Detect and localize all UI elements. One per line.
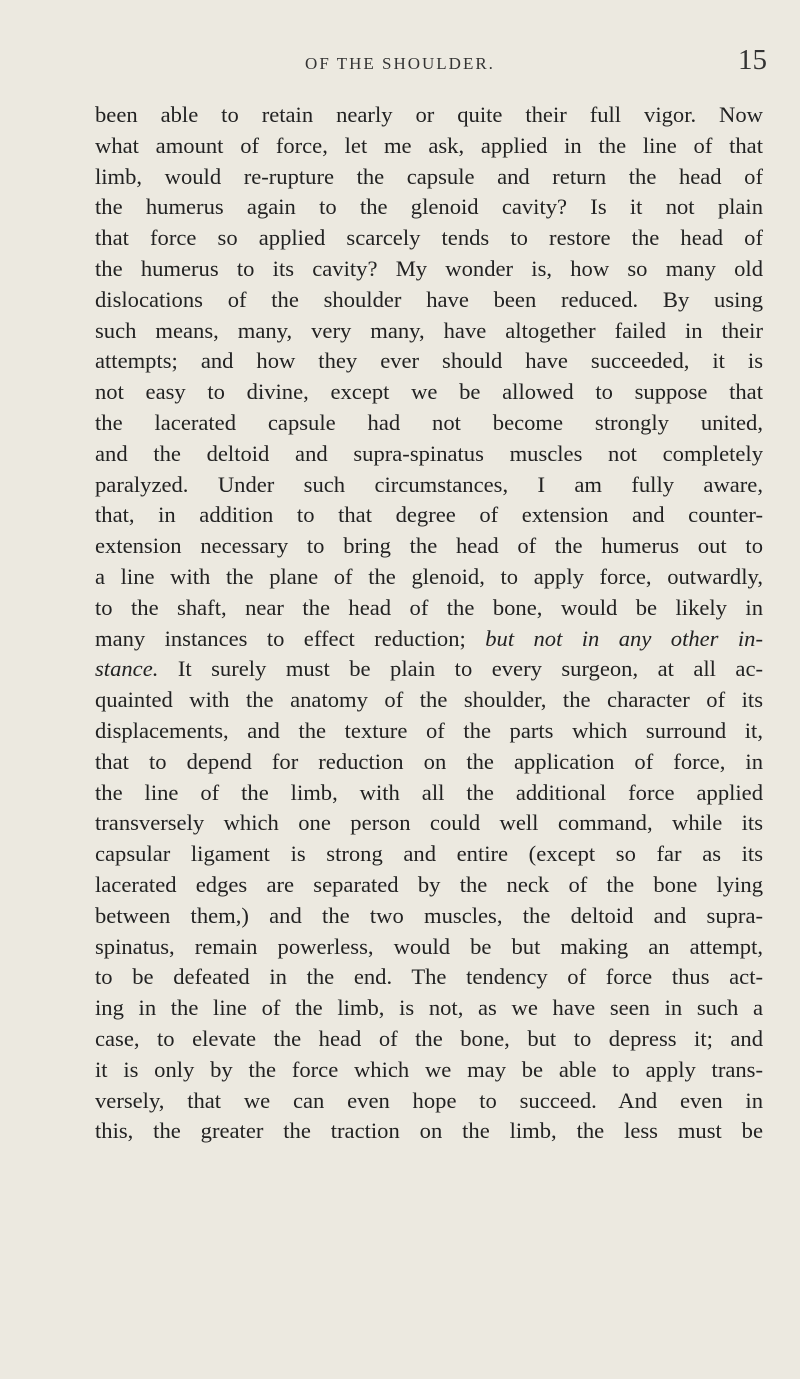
text-line: extension necessary to bring the head of the humerus out to [95, 533, 763, 559]
text-line: limb, would re-rupture the capsule and return the head of [95, 163, 763, 189]
text-line: this, the greater the traction on the limb, the less must be [95, 1118, 763, 1144]
text-line: not easy to divine, except we be allowed to suppose that [95, 379, 763, 405]
text-line: the humerus again to the glenoid cavity? Is it not plain [95, 194, 763, 220]
text-line: that to depend for reduction on the application of force, in [95, 748, 763, 774]
text-line: ing in the line of the limb, is not, as we have seen in such a [95, 995, 763, 1021]
text-segment: many instances to effect reduction; [95, 625, 466, 651]
text-line: versely, that we can even hope to succeed. And even in [95, 1087, 763, 1113]
text-line: that force so applied scarcely tends to restore the head of [95, 225, 763, 251]
running-head [0, 44, 800, 92]
text-line: dislocations of the shoulder have been reduced. By using [95, 286, 763, 312]
italic-phrase: but not in any other in- [485, 625, 763, 651]
text-line: to be defeated in the end. The tendency of force thus act- [95, 964, 763, 990]
text-line: displacements, and the texture of the parts which surround it, [95, 717, 763, 743]
text-line: a line with the plane of the glenoid, to apply force, outwardly, [95, 563, 763, 589]
text-line: that, in addition to that degree of extension and counter- [95, 502, 763, 528]
text-segment: It surely must be plain to every surgeon, at all ac- [177, 656, 763, 682]
text-line: it is only by the force which we may be able to apply trans- [95, 1056, 763, 1082]
text-line: lacerated edges are separated by the neck of the bone lying [95, 871, 763, 897]
text-line-with-italic [95, 624, 763, 655]
text-line: such means, many, very many, have altogether failed in their [95, 317, 763, 343]
running-title: OF THE SHOULDER. [305, 54, 495, 73]
italic-phrase-end: stance. [95, 656, 159, 682]
text-line: transversely which one person could well command, while its [95, 810, 763, 836]
text-line: attempts; and how they ever should have succeeded, it is [95, 348, 763, 374]
text-line: the lacerated capsule had not become strongly united, [95, 409, 763, 435]
text-line-with-italic [95, 654, 763, 685]
text-line: between them,) and the two muscles, the deltoid and supra- [95, 902, 763, 928]
text-line: and the deltoid and supra-spinatus muscles not completely [95, 440, 763, 466]
page-number: 15 [738, 44, 767, 76]
text-line: spinatus, remain powerless, would be but making an attempt, [95, 933, 763, 959]
text-line: case, to elevate the head of the bone, but to depress it; and [95, 1025, 763, 1051]
text-line: the humerus to its cavity? My wonder is, how so many old [95, 255, 763, 281]
text-line: been able to retain nearly or quite their full vigor. Now [95, 102, 763, 127]
text-line: the line of the limb, with all the additional force applied [95, 779, 763, 805]
body-text [95, 100, 763, 1147]
text-line: quainted with the anatomy of the shoulder, the character of its [95, 687, 763, 713]
text-line: what amount of force, let me ask, applied in the line of that [95, 132, 763, 158]
text-line: capsular ligament is strong and entire (except so far as its [95, 841, 763, 867]
text-line: paralyzed. Under such circumstances, I am fully aware, [95, 471, 763, 497]
text-line: to the shaft, near the head of the bone, would be likely in [95, 594, 763, 620]
